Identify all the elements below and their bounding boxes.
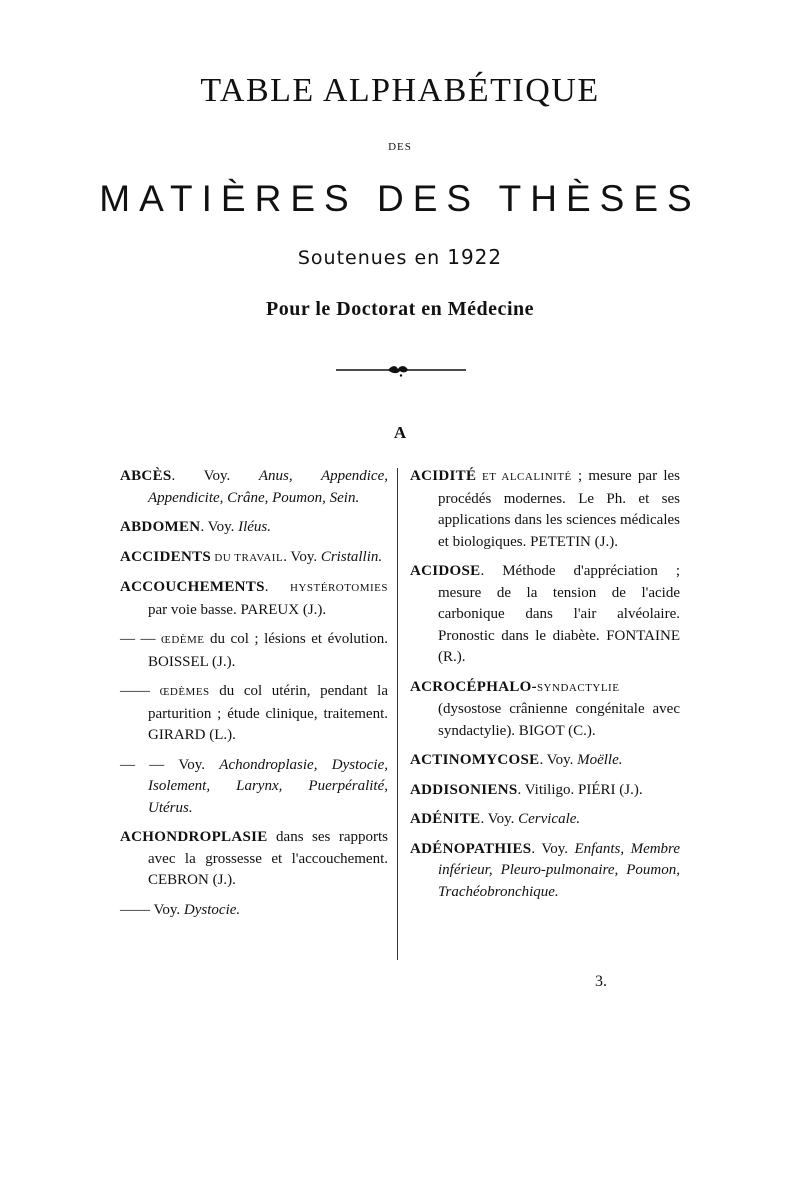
entry-acidose <box>410 561 680 669</box>
right-column <box>410 466 680 911</box>
headword: ACTINOMYCOSE <box>410 752 540 768</box>
voy-label: . Voy. <box>171 468 259 484</box>
entry-text: dans ses rapports avec la grossesse et l'accouchement. CEBRON (J.). <box>148 829 388 888</box>
entry-adenite <box>410 809 680 831</box>
entry-text: . Méthode d'appréciation ; mesure de la tension de l'acide carbonique dans l'air alvéolaire. Pronostic dans le diabète. FONTAINE (R.). <box>438 563 680 665</box>
voy-label: . Voy. <box>200 519 239 535</box>
headword: ACCIDENTS <box>120 548 212 565</box>
headword: ACROCÉPHALO- <box>410 678 537 695</box>
entry-abdomen <box>120 517 388 539</box>
headword: ADÉNITE <box>410 811 481 827</box>
title-matieres-des-theses: MATIÈRES DES THÈSES <box>99 178 701 219</box>
entry-text: du col utérin, pendant la parturition ; étude clinique, traitement. GIRARD (L.). <box>148 683 388 743</box>
smallcaps-text: ŒDÈMES <box>159 686 210 698</box>
entry-accouchements <box>120 577 388 621</box>
smallcaps-text: ET ALCALINITÉ <box>476 471 572 483</box>
entry-text: ; mesure par les procédés modernes. Le Ph. et ses applications dans les sciences médicales et biologiques. PETETIN (J.). <box>438 468 680 550</box>
entry-acrocephalo <box>410 677 680 743</box>
entry-text: . Vitiligo. PIÉRI (J.). <box>517 781 643 798</box>
headword: ACCOUCHEMENTS <box>120 579 265 595</box>
cross-refs: Dystocie. <box>183 901 241 918</box>
voy-label: . Voy. <box>531 840 575 857</box>
smallcaps-text: ŒDÈME <box>161 634 205 646</box>
entry-actinomycose <box>410 750 680 772</box>
cross-refs: Anus, Appendice, Appendicite, Crâne, Poumon, Sein. <box>148 468 388 506</box>
entry-achondroplasie <box>120 827 388 892</box>
cross-refs: Moëlle. <box>577 752 623 768</box>
entry-accouchements-voy <box>120 755 388 820</box>
headword: ACIDOSE <box>410 563 481 579</box>
cross-refs: Cervicale. <box>518 811 581 827</box>
entry-text: (dysostose crânienne congénitale avec syndactylie). BIGOT (C.). <box>438 701 680 739</box>
cross-refs: Cristallin. <box>320 548 383 565</box>
subtitle-prefix: Soutenues en <box>297 247 441 269</box>
subtitle-soutenues <box>0 245 800 269</box>
dash: —— <box>120 683 160 699</box>
voy-label: Voy. <box>178 756 220 773</box>
entry-abces <box>120 466 388 509</box>
voy-label: . Voy. <box>283 548 321 565</box>
voy-label: . Voy. <box>480 811 519 827</box>
smallcaps-text: SYNDACTYLIE <box>536 681 620 694</box>
entry-acidite <box>410 466 680 553</box>
headword: ABDOMEN <box>120 519 201 535</box>
entry-oedemes <box>120 681 388 747</box>
voy-label: Voy. <box>153 901 184 918</box>
headword: ACHONDROPLASIE <box>120 829 268 845</box>
section-letter: A <box>393 423 407 442</box>
entry-text: du col ; lésions et évolution. BOISSEL (J.). <box>148 631 389 670</box>
punct: . <box>264 579 291 595</box>
entry-addisoniens <box>410 780 680 802</box>
left-column <box>120 466 388 929</box>
headword: ADDISONIENS <box>410 781 518 798</box>
dash: — — <box>120 631 162 647</box>
title-table-alphabetique: TABLE ALPHABÉTIQUE <box>200 72 600 109</box>
headword: ABCÈS <box>120 468 172 484</box>
smallcaps-text: HYSTÉROTOMIES <box>290 582 388 594</box>
dash: — — <box>120 756 179 773</box>
entry-text: par voie basse. PAREUX (J.). <box>148 601 327 618</box>
entry-accidents <box>120 547 388 570</box>
smallcaps-text: DU TRAVAIL <box>211 551 284 564</box>
cross-refs: Enfants, Membre inférieur, Pleuro-pulmonaire, Poumon, Trachéobronchique. <box>438 840 680 900</box>
entry-oedeme <box>120 629 388 673</box>
cross-refs: Achondroplasie, Dystocie, Isolement, Larynx, Puerpéralité, Utérus. <box>148 756 388 816</box>
entry-achondroplasie-voy <box>120 900 388 922</box>
ornament-divider-icon <box>336 362 466 378</box>
subtitle-doctorat: Pour le Doctorat en Médecine <box>266 298 534 320</box>
entry-adenopathies <box>410 839 680 904</box>
headword: ADÉNOPATHIES <box>410 840 532 857</box>
dash: —— <box>120 901 154 918</box>
page-number: 3. <box>595 973 607 990</box>
cross-refs: Iléus. <box>238 519 272 535</box>
title-des: DES <box>388 141 412 153</box>
column-divider <box>397 468 398 960</box>
subtitle-year: 1922 <box>447 245 503 269</box>
voy-label: . Voy. <box>539 752 578 768</box>
headword: ACIDITÉ <box>410 468 477 484</box>
